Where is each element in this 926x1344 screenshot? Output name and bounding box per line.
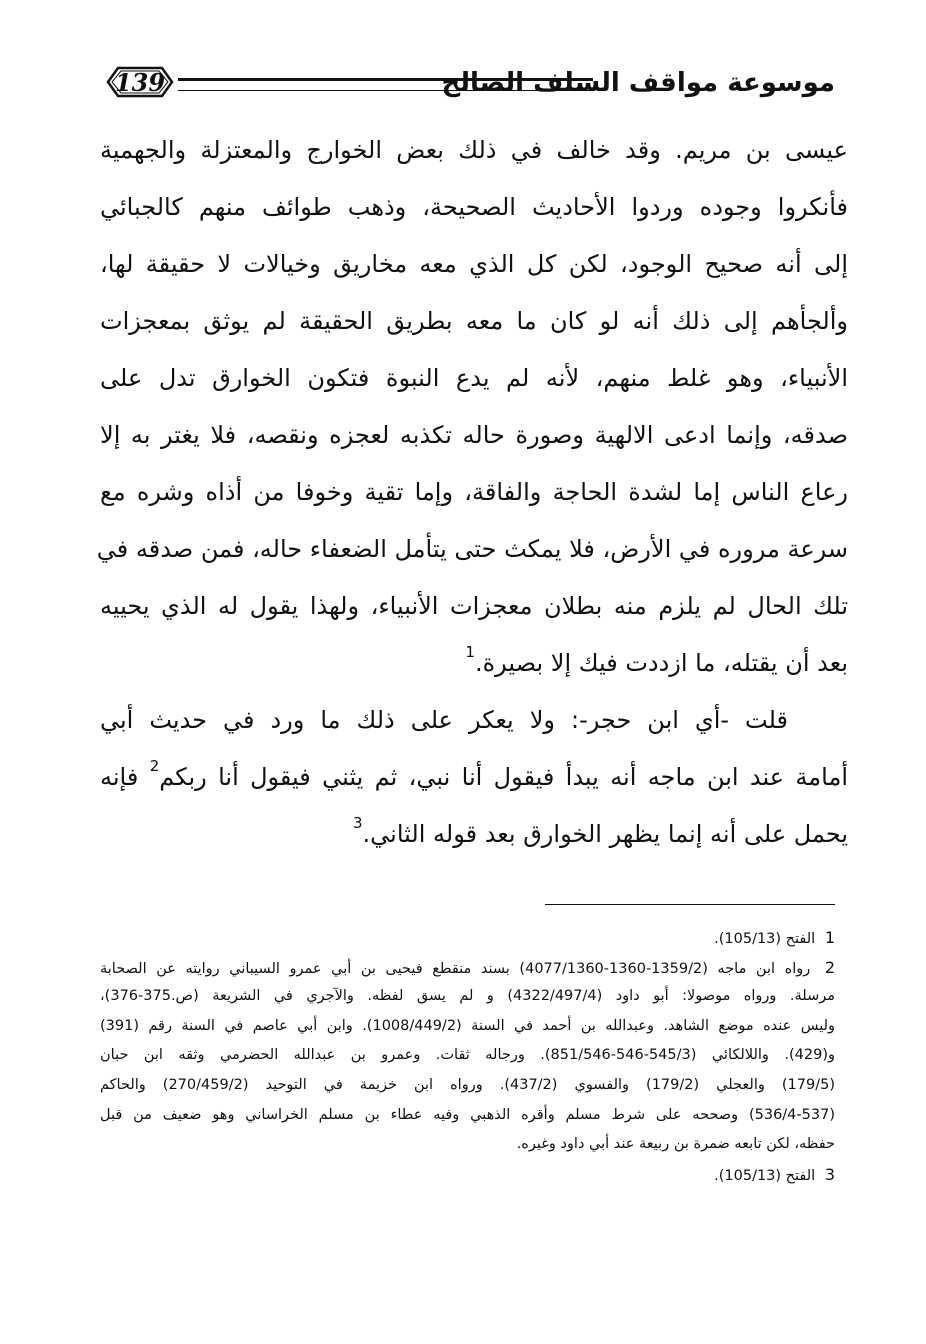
footnote-line: مرسلة. ورواه موصولا: أبو داود (4322/497/4) و لم يسق لفظه. والآجري في الشريعة (ص.375-376)، [100, 988, 835, 1005]
footnote-number: 1 [824, 928, 835, 947]
footnote-separator [545, 904, 835, 905]
footnote-line: (179/5) والعجلي (179/2) والفسوي (437/2). ورواه ابن خزيمة في التوحيد (270/459/2) والحاكم [100, 1076, 836, 1093]
text-line [100, 749, 848, 806]
text-line: عيسى بن مريم. وقد خالف في ذلك بعض الخوارج والمعتزلة والجهمية [100, 136, 848, 164]
footnote-ref-1[interactable]: 1 [465, 643, 475, 661]
footnote-line: وليس عنده موضع الشاهد. وعبدالله بن أحمد في السنة (1008/449/2). وابن أبي عاصم في السنة رقم (391) [100, 1017, 835, 1034]
running-title: موسوعة مواقف السلف الصالح [441, 68, 835, 98]
footnote-ref-3[interactable]: 3 [353, 814, 363, 832]
footnote-ref-2[interactable]: 2 [149, 757, 160, 775]
text-line [100, 806, 848, 863]
text-line: الأنبياء، وهو غلط منهم، لأنه لم يدع النبوة فتكون الخوارق تدل على [100, 364, 848, 392]
paragraph-start-line: قلت -أي ابن حجر-: ولا يعكر على ذلك ما ورد في حديث أبي [100, 706, 788, 734]
body-text [96, 122, 848, 863]
footnote-1 [100, 923, 835, 953]
text-span: فإنه [100, 763, 139, 791]
footnote-text: رواه ابن ماجه (1359/2-1360-4077/1360) بسند منقطع فيحيى بن أبي عمرو السيباني روايته عن الصحابة [100, 960, 811, 977]
text-line: تلك الحال لم يلزم منه بطلان معجزات الأنبياء، ولهذا يقول له الذي يحييه [100, 592, 848, 620]
text-line: وألجأهم إلى ذلك أنه لو كان ما معه بطريق الحقيقة لم يوثق بمعجزات [100, 307, 848, 335]
text-line: سرعة مروره في الأرض، فلا يمكث حتى يتأمل الضعفاء حاله، فمن صدقه في [96, 535, 848, 563]
page-header [100, 58, 835, 120]
footnote-line: (536/4-537) وصححه على شرط مسلم وأقره الذهبي وفيه عطاء بن مسلم الخراساني وهو ضعيف من قبل [100, 1106, 835, 1123]
footnote-3 [100, 1160, 835, 1190]
text-line: رعاع الناس إما لشدة الحاجة والفاقة، وإما تقية وخوفا من أذاه وشره مع [100, 478, 848, 506]
footnote-number: 2 [824, 957, 836, 977]
text-span: أمامة عند ابن ماجه أنه يبدأ فيقول أنا نبي، ثم يثني فيقول أنا ربكم [159, 763, 848, 791]
text-line: إلى أنه صحيح الوجود، لكن كل الذي معه مخاريق وخيالات لا حقيقة لها، [100, 250, 848, 278]
page-number: 139 [114, 67, 166, 97]
footnote-line: و(429). واللالكائي (545/3-546-851/546). ورجاله ثقات. وعمرو بن عبدالله الحضرمي وثقه ابن حبان [100, 1047, 835, 1064]
footnote-text: الفتح (105/13). [714, 931, 816, 947]
text-line: صدقه، وإنما ادعى الالهية وصورة حاله تكذبه لعجزه ونقصه، فلا يغتر به إلا [100, 421, 848, 449]
footnotes [100, 923, 835, 1189]
text-span: يحمل على أنه إنما يظهر الخوارق بعد قوله الثاني. [362, 820, 848, 848]
footnote-2 [100, 953, 835, 983]
page-number-badge [104, 62, 176, 102]
text-line [100, 635, 848, 692]
footnote-line: حفظه، لكن تابعه ضمرة بن ربيعة عند أبي داود وغيره. [516, 1136, 835, 1153]
text-line: فأنكروا وجوده وردوا الأحاديث الصحيحة، وذهب طوائف منهم كالجبائي [100, 193, 848, 221]
text-span: بعد أن يقتله، ما ازددت فيك إلا بصيرة. [474, 649, 848, 677]
footnote-text: الفتح (105/13). [714, 1167, 816, 1184]
footnote-number: 3 [824, 1164, 835, 1184]
